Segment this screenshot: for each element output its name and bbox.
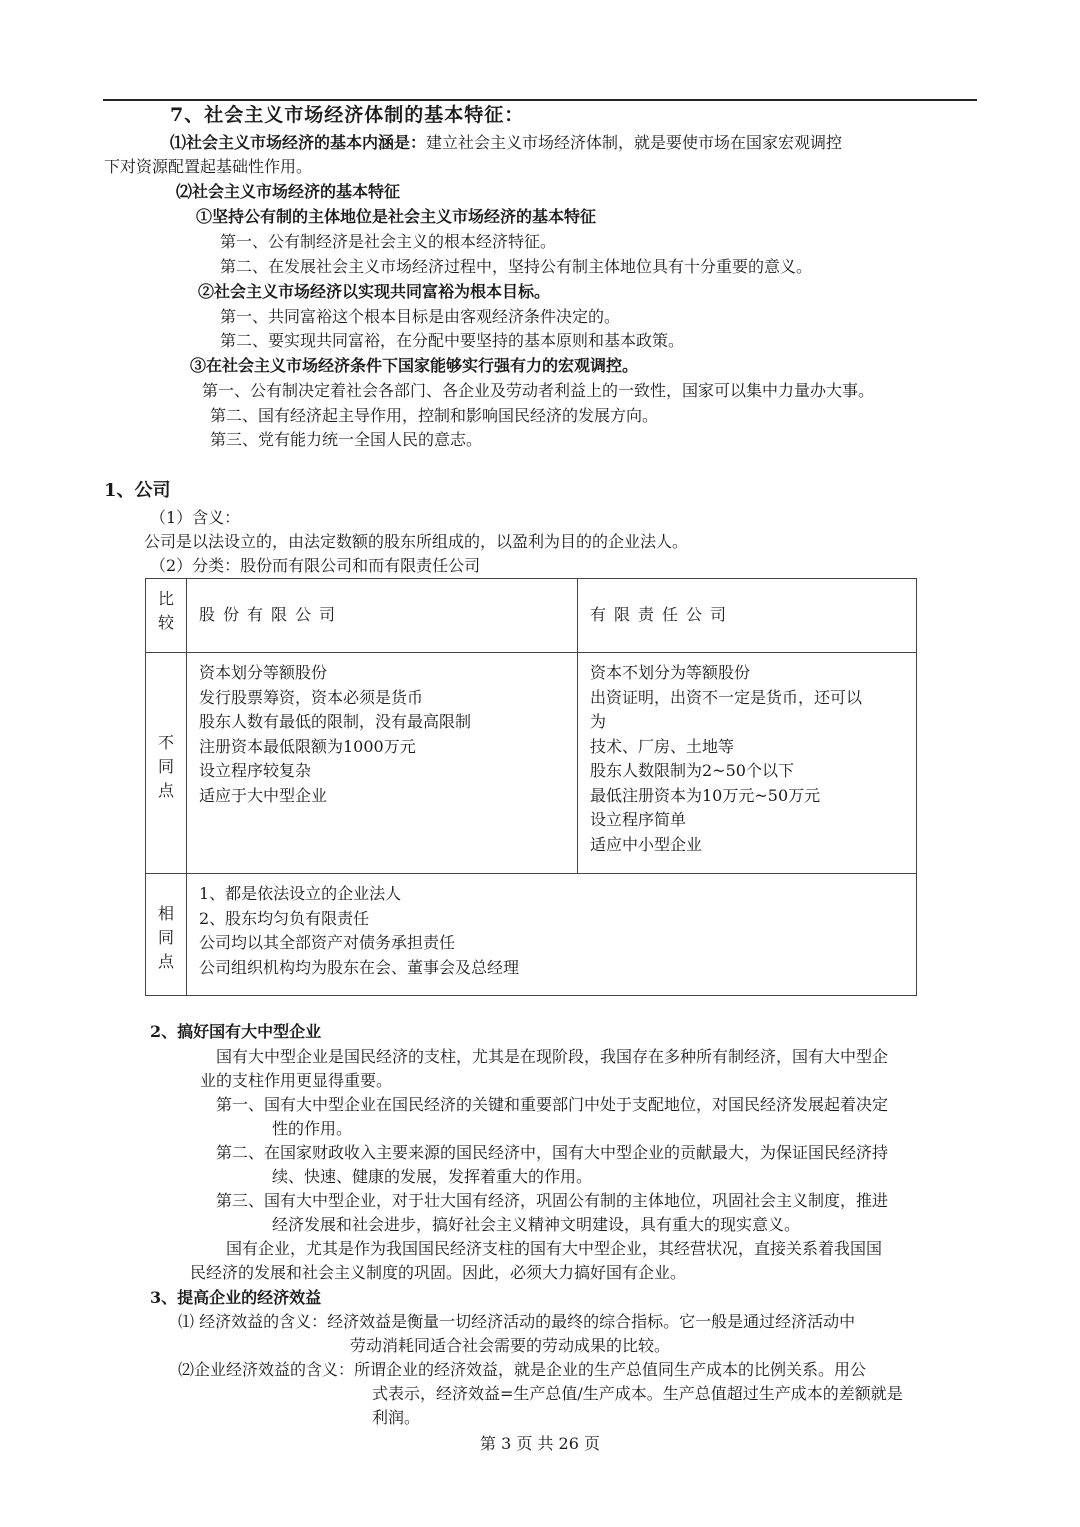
sec7-p1-text: 建立社会主义市场经济体制，就是要使市场在国家宏观调控 [426,133,843,152]
col2-diff-item: 资本不划分为等额股份 [590,663,751,682]
page-footer: 第 3 页 共 26 页 [480,1434,600,1453]
same-item: 公司均以其全部资产对债务承担责任 [199,933,456,952]
compare-label-cell [146,579,187,653]
company-title: 1、公司 [104,480,171,501]
same-item: 公司组织机构均为股东在会、董事会及总经理 [199,957,520,977]
section-7-title: 7、社会主义市场经济体制的基本特征： [170,104,525,126]
compare-label: 比较 [157,589,174,632]
col1-diff-item: 股东人数有最低的限制，没有最高限制 [199,712,472,731]
sec2-p1-b: 性的作用。 [272,1119,353,1138]
sec2-p2-a: 第二、在国家财政收入主要来源的国民经济中，国有大中型企业的贡献最大，为保证国民经济持 [216,1143,889,1162]
section-3-title: 3、提高企业的经济效益 [150,1288,322,1307]
sec3-d2-c: 利润。 [372,1408,421,1427]
sec7-p1-label: ⑴社会主义市场经济的基本内涵是： [170,133,427,152]
col1-diff-item: 适应于大中型企业 [199,785,328,805]
sec3-d2-b: 式表示，经济效益=生产总值/生产成本。生产总值超过生产成本的差额就是 [372,1384,903,1403]
col2-diff-item: 为 [590,712,607,731]
sec2-p1-a: 第一、国有大中型企业在国民经济的关键和重要部门中处于支配地位，对国民经济发展起着决定 [216,1095,889,1114]
same-item: 1、都是依法设立的企业法人 [199,884,402,903]
company-meaning-text: 公司是以法设立的，由法定数额的股东所组成的，以盈利为目的的企业法人。 [144,532,689,551]
sec2-p2-b: 续、快速、健康的发展，发挥着重大的作用。 [272,1167,593,1186]
col2-diff-item: 最低注册资本为10万元~50万元 [590,785,821,805]
sec3-d1-b: 劳动消耗同适合社会需要的劳动成果的比较。 [350,1336,671,1355]
col2-header: 有限责任公司 [590,605,735,625]
same-item: 2、股东均匀负有限责任 [199,908,370,928]
header-rule [103,99,977,101]
sec7-p2-label: ⑵社会主义市场经济的基本特征 [176,182,401,201]
table-diff-row [146,653,917,874]
diff-label: 不同点 [157,732,174,800]
col2-diff-item: 出资证明，出资不一定是货币，还可以 [590,687,863,707]
col1-header: 股份有限公司 [199,605,344,625]
feature-2-title: ②社会主义市场经济以实现共同富裕为根本目标。 [198,282,551,301]
feature-3-a: 第一、公有制决定着社会各部门、各企业及劳动者利益上的一致性，国家可以集中力量办大事。 [202,381,875,400]
col1-header-cell [187,579,578,653]
sec2-intro-a: 国有大中型企业是国民经济的支柱，尤其是在现阶段，我国存在多种所有制经济，国有大中型企 [216,1047,889,1066]
col2-diff-item: 技术、厂房、土地等 [590,736,735,756]
table-header-row [146,579,917,653]
col2-diff-item: 设立程序简单 [590,810,687,829]
col1-diff-item: 资本划分等额股份 [199,663,328,682]
table-same-row [146,874,917,996]
feature-1-b: 第二、在发展社会主义市场经济过程中，坚持公有制主体地位具有十分重要的意义。 [220,257,813,276]
feature-1-title: ①坚持公有制的主体地位是社会主义市场经济的基本特征 [196,207,597,226]
company-classification: （2）分类：股份而有限公司和而有限责任公司 [150,556,481,575]
sec3-d1-a: ⑴ 经济效益的含义：经济效益是衡量一切经济活动的最终的综合指标。它一般是通过经济活动中 [178,1312,856,1331]
same-label-cell [146,874,187,996]
col2-header-cell [578,579,917,653]
sec2-p3-a: 第三、国有大中型企业，对于壮大国有经济，巩固公有制的主体地位，巩固社会主义制度，推进 [216,1191,889,1210]
company-comparison-table [145,578,917,996]
col2-diff-item: 股东人数限制为2~50个以下 [590,761,794,780]
same-cell [187,874,917,996]
feature-2-b: 第二、要实现共同富裕，在分配中要坚持的基本原则和基本政策。 [220,331,685,350]
company-meaning-label: （1）含义： [150,508,241,527]
sec3-d2-a: ⑵企业经济效益的含义：所谓企业的经济效益，就是企业的生产总值同生产成本的比例关系。用公 [178,1360,867,1379]
same-label: 相同点 [157,904,174,972]
feature-2-a: 第一、共同富裕这个根本目标是由客观经济条件决定的。 [220,307,621,326]
sec2-end-a: 国有企业，尤其是作为我国国民经济支柱的国有大中型企业，其经营状况，直接关系着我国国 [226,1239,883,1258]
feature-3-title: ③在社会主义市场经济条件下国家能够实行强有力的宏观调控。 [190,356,639,375]
col1-diff-item: 设立程序较复杂 [199,761,312,780]
col2-diff-item: 适应中小型企业 [590,834,703,854]
col1-diff-item: 发行股票筹资，资本必须是货币 [199,687,424,707]
section-2-title: 2、搞好国有大中型企业 [150,1022,322,1041]
sec2-intro-b: 业的支柱作用更显得重要。 [200,1071,393,1090]
feature-3-c: 第三、党有能力统一全国人民的意志。 [210,430,483,449]
col1-diff-cell [187,653,578,874]
feature-3-b: 第二、国有经济起主导作用，控制和影响国民经济的发展方向。 [210,406,659,425]
sec7-p1 [170,132,842,154]
sec7-p1-cont: 下对资源配置起基础性作用。 [104,157,313,176]
sec2-p3-b: 经济发展和社会进步，搞好社会主义精神文明建设，具有重大的现实意义。 [272,1215,801,1234]
feature-1-a: 第一、公有制经济是社会主义的根本经济特征。 [220,232,557,251]
col1-diff-item: 注册资本最低限额为1000万元 [199,736,416,756]
sec2-end-b: 民经济的发展和社会主义制度的巩固。因此，必须大力搞好国有企业。 [190,1263,687,1282]
diff-label-cell [146,653,187,874]
col2-diff-cell [578,653,917,874]
